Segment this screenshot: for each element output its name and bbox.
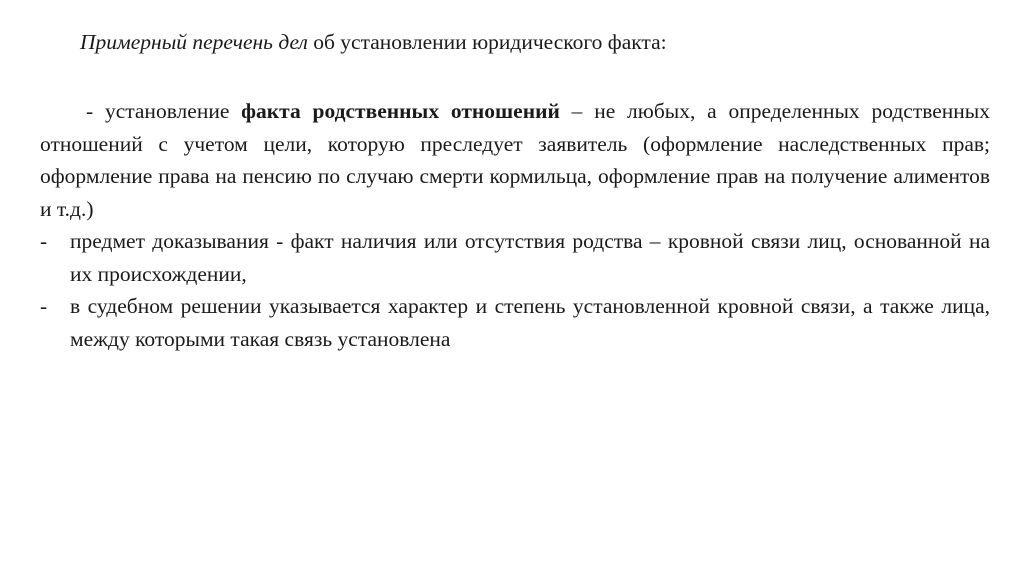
paragraph-lead: - установление bbox=[86, 99, 242, 123]
slide-body bbox=[40, 95, 990, 355]
bullet-dash: - bbox=[40, 294, 48, 318]
paragraph-rest: – не любых, а определенных родственных отношений с учетом цели, которую преследует заявитель (оформление наследственных прав; оформление права на пенсию по случаю смерти кормильца, оформление прав на получение алиментов и т.д.) bbox=[40, 99, 990, 221]
bullet-text: предмет доказывания - факт наличия или отсутствия родства – кровной связи лиц, основанной на их происхождении, bbox=[70, 229, 990, 286]
bullet-text: в судебном решении указывается характер и степень установленной кровной связи, а также лица, между которыми такая связь установлена bbox=[70, 294, 990, 351]
heading-italic-text: Примерный перечень дел bbox=[80, 30, 308, 54]
heading-regular-text: об установлении юридического факта: bbox=[307, 30, 667, 54]
slide-heading bbox=[80, 27, 667, 57]
paragraph-bold-term: факта родственных отношений bbox=[241, 99, 560, 123]
bullet-dash: - bbox=[40, 229, 48, 253]
main-paragraph bbox=[40, 95, 990, 225]
list-item bbox=[40, 225, 990, 290]
list-item bbox=[40, 290, 990, 355]
